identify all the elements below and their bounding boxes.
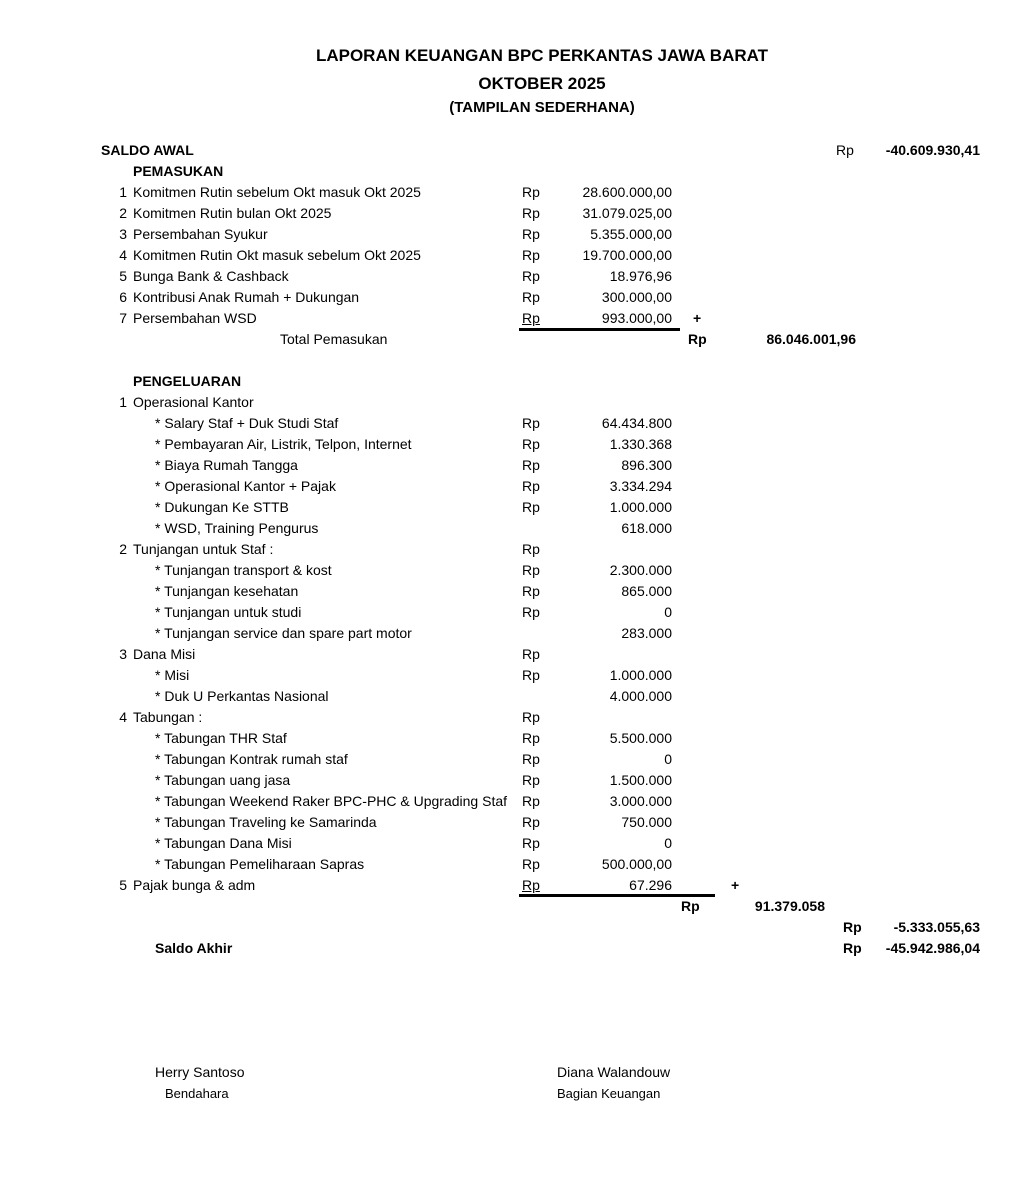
amount-value: 18.976,96 <box>609 268 672 284</box>
row-label: Persembahan Syukur <box>133 226 268 242</box>
row-label: Tabungan : <box>133 709 203 725</box>
amount-value: 896.300 <box>621 457 672 473</box>
currency-label: Rp <box>522 604 540 620</box>
currency-label: Rp <box>522 226 540 242</box>
table-row <box>0 791 1024 812</box>
row-label: * WSD, Training Pengurus <box>155 520 319 536</box>
total-currency-label: Rp <box>688 331 707 347</box>
row-label: Persembahan WSD <box>133 310 257 326</box>
currency-label: Rp <box>522 205 540 221</box>
row-label: * Tunjangan kesehatan <box>155 583 299 599</box>
table-row <box>0 749 1024 770</box>
currency-label: Rp <box>522 478 540 494</box>
row-number: 1 <box>119 394 127 410</box>
amount-value: 0 <box>664 604 672 620</box>
table-row <box>0 581 1024 602</box>
amount-value: 283.000 <box>621 625 672 641</box>
row-label: * Tabungan Dana Misi <box>155 835 292 851</box>
table-row <box>0 833 1024 854</box>
table-row <box>0 917 1024 938</box>
row-label: Komitmen Rutin bulan Okt 2025 <box>133 205 332 221</box>
table-row <box>0 245 1024 266</box>
table-row <box>0 896 1024 917</box>
amount-value: 750.000 <box>621 814 672 830</box>
currency-label: Rp <box>522 457 540 473</box>
table-row <box>0 329 1024 350</box>
table-row <box>0 707 1024 728</box>
currency-label: Rp <box>522 541 540 557</box>
balance-value: -45.942.986,04 <box>885 940 980 956</box>
row-label: * Tabungan Traveling ke Samarinda <box>155 814 377 830</box>
sum-plus-sign: + <box>693 310 702 326</box>
row-label: * Salary Staf + Duk Studi Staf <box>155 415 339 431</box>
row-number: 6 <box>119 289 127 305</box>
table-row <box>0 497 1024 518</box>
currency-label: Rp <box>522 751 540 767</box>
amount-value: 3.334.294 <box>609 478 672 494</box>
row-label: * Tunjangan service dan spare part motor <box>155 625 412 641</box>
currency-label: Rp <box>522 772 540 788</box>
signature-finance-role: Bagian Keuangan <box>557 1086 661 1101</box>
row-number: 4 <box>119 709 127 725</box>
signature-finance-name: Diana Walandouw <box>557 1064 671 1080</box>
row-label: * Operasional Kantor + Pajak <box>155 478 336 494</box>
amount-value: 1.500.000 <box>609 772 672 788</box>
amount-value: 618.000 <box>621 520 672 536</box>
row-label: Operasional Kantor <box>133 394 254 410</box>
row-label: Saldo Akhir <box>155 940 233 956</box>
table-row <box>0 728 1024 749</box>
row-number: 2 <box>119 205 127 221</box>
table-row <box>0 287 1024 308</box>
row-label: * Pembayaran Air, Listrik, Telpon, Internet <box>155 436 412 452</box>
amount-value: 500.000,00 <box>601 856 672 872</box>
balance-currency-label: Rp <box>843 919 862 935</box>
row-label: PENGELUARAN <box>133 373 242 389</box>
table-row <box>0 938 1024 959</box>
table-row <box>0 644 1024 665</box>
currency-label: Rp <box>522 793 540 809</box>
sum-plus-sign: + <box>731 877 740 893</box>
row-label: PEMASUKAN <box>133 163 224 179</box>
row-label: * Tunjangan transport & kost <box>155 562 332 578</box>
report-title: LAPORAN KEUANGAN BPC PERKANTAS JAWA BARAT <box>315 46 769 65</box>
row-label: Tunjangan untuk Staf : <box>133 541 274 557</box>
report-subtitle: (TAMPILAN SEDERHANA) <box>449 99 635 116</box>
currency-label: Rp <box>522 184 540 200</box>
report-period: OKTOBER 2025 <box>478 74 606 93</box>
table-row <box>0 854 1024 875</box>
table-row <box>0 560 1024 581</box>
currency-label: Rp <box>522 646 540 662</box>
balance-currency-label: Rp <box>843 940 862 956</box>
table-row <box>0 392 1024 413</box>
table-row <box>0 518 1024 539</box>
balance-value: -40.609.930,41 <box>885 142 980 158</box>
currency-label: Rp <box>522 835 540 851</box>
currency-label: Rp <box>522 877 540 893</box>
total-value: 86.046.001,96 <box>766 331 856 347</box>
currency-label: Rp <box>522 814 540 830</box>
table-row <box>0 623 1024 644</box>
row-number: 2 <box>119 541 127 557</box>
currency-label: Rp <box>522 856 540 872</box>
table-row <box>0 539 1024 560</box>
table-row <box>0 875 1024 896</box>
row-label: * Dukungan Ke STTB <box>155 499 289 515</box>
currency-label: Rp <box>522 289 540 305</box>
amount-value: 300.000,00 <box>601 289 672 305</box>
table-row <box>0 161 1024 182</box>
amount-value: 865.000 <box>621 583 672 599</box>
table-row <box>0 476 1024 497</box>
row-label: Bunga Bank & Cashback <box>133 268 289 284</box>
table-row <box>0 224 1024 245</box>
table-row <box>0 350 1024 371</box>
table-row <box>0 812 1024 833</box>
amount-value: 31.079.025,00 <box>582 205 672 221</box>
row-label: * Tabungan THR Staf <box>155 730 287 746</box>
amount-value: 0 <box>664 751 672 767</box>
row-label: * Tabungan Pemeliharaan Sapras <box>155 856 365 872</box>
amount-value: 1.000.000 <box>609 499 672 515</box>
currency-label: Rp <box>522 268 540 284</box>
row-number: 4 <box>119 247 127 263</box>
amount-value: 2.300.000 <box>609 562 672 578</box>
row-label: Komitmen Rutin sebelum Okt masuk Okt 2025 <box>133 184 421 200</box>
row-label: * Tabungan Weekend Raker BPC-PHC & Upgrading Staf <box>155 793 508 809</box>
table-row <box>0 602 1024 623</box>
row-number: 3 <box>119 226 127 242</box>
amount-value: 1.330.368 <box>609 436 672 452</box>
row-label: * Tabungan Kontrak rumah staf <box>155 751 348 767</box>
amount-value: 67.296 <box>629 877 672 893</box>
row-label: * Tabungan uang jasa <box>155 772 291 788</box>
signature-treasurer-name: Herry Santoso <box>155 1064 245 1080</box>
table-row <box>0 140 1024 161</box>
row-label: * Misi <box>155 667 190 683</box>
row-label: Kontribusi Anak Rumah + Dukungan <box>133 289 360 305</box>
currency-label: Rp <box>522 709 540 725</box>
currency-label: Rp <box>522 583 540 599</box>
balance-value: -5.333.055,63 <box>893 919 980 935</box>
currency-label: Rp <box>522 415 540 431</box>
row-label: Komitmen Rutin Okt masuk sebelum Okt 2025 <box>133 247 421 263</box>
row-label: * Tunjangan untuk studi <box>155 604 302 620</box>
amount-value: 64.434.800 <box>601 415 672 431</box>
currency-label: Rp <box>522 667 540 683</box>
balance-currency-label: Rp <box>836 142 854 158</box>
row-label: * Duk U Perkantas Nasional <box>155 688 329 704</box>
currency-label: Rp <box>522 562 540 578</box>
amount-value: 28.600.000,00 <box>582 184 672 200</box>
row-label: SALDO AWAL <box>101 142 194 158</box>
row-label: Dana Misi <box>133 646 196 662</box>
row-number: 1 <box>119 184 127 200</box>
total-currency-label: Rp <box>681 898 700 914</box>
table-row <box>0 770 1024 791</box>
table-row <box>0 686 1024 707</box>
row-label: Total Pemasukan <box>280 331 388 347</box>
currency-label: Rp <box>522 730 540 746</box>
currency-label: Rp <box>522 499 540 515</box>
table-row <box>0 266 1024 287</box>
signature-treasurer-role: Bendahara <box>165 1086 229 1101</box>
table-row <box>0 203 1024 224</box>
amount-value: 19.700.000,00 <box>582 247 672 263</box>
amount-value: 5.500.000 <box>609 730 672 746</box>
total-value: 91.379.058 <box>754 898 825 914</box>
table-row <box>0 413 1024 434</box>
row-number: 5 <box>119 877 127 893</box>
income-sum-line <box>519 328 680 331</box>
currency-label: Rp <box>522 310 540 326</box>
amount-value: 3.000.000 <box>609 793 672 809</box>
amount-value: 4.000.000 <box>609 688 672 704</box>
amount-value: 1.000.000 <box>609 667 672 683</box>
amount-value: 0 <box>664 835 672 851</box>
amount-value: 993.000,00 <box>601 310 672 326</box>
table-row <box>0 434 1024 455</box>
row-number: 7 <box>119 310 127 326</box>
expense-sum-line <box>519 894 715 897</box>
row-number: 3 <box>119 646 127 662</box>
row-number: 5 <box>119 268 127 284</box>
table-row <box>0 371 1024 392</box>
amount-value: 5.355.000,00 <box>590 226 672 242</box>
table-row <box>0 182 1024 203</box>
row-label: Pajak bunga & adm <box>133 877 256 893</box>
currency-label: Rp <box>522 436 540 452</box>
row-label: * Biaya Rumah Tangga <box>155 457 298 473</box>
table-row <box>0 665 1024 686</box>
currency-label: Rp <box>522 247 540 263</box>
table-row <box>0 455 1024 476</box>
table-row <box>0 308 1024 329</box>
